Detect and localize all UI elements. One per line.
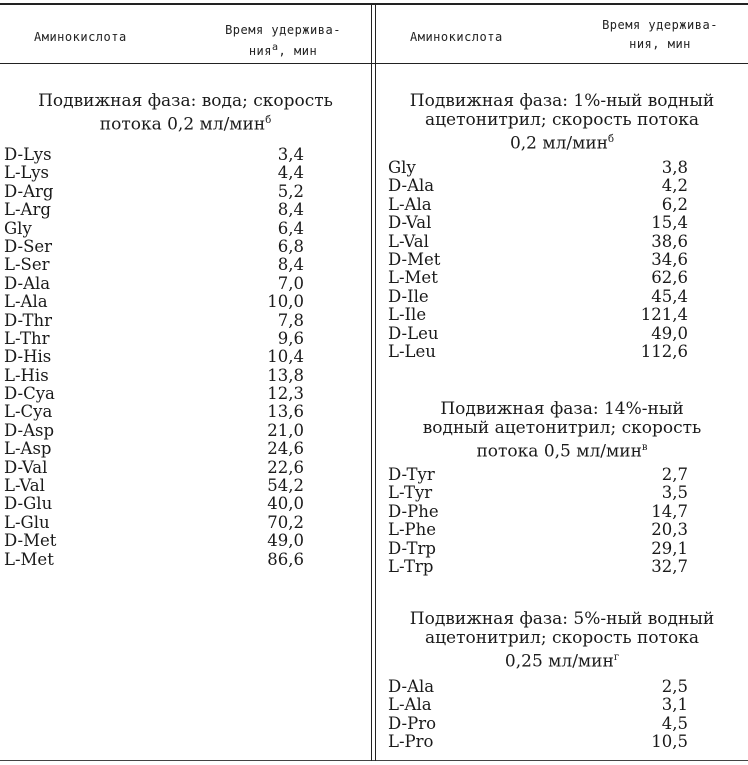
retention-time: 70,2 [267, 512, 304, 532]
amino-acid-name: D-Cya [4, 384, 55, 404]
retention-time: 54,2 [267, 476, 304, 496]
table-row [388, 177, 688, 195]
retention-time: 3,4 [277, 145, 304, 164]
retention-time: 5,2 [277, 181, 304, 201]
left-rows [4, 146, 304, 569]
header-amino-acid-left: Аминокислота [34, 30, 127, 44]
amino-acid-name: L-Ala [388, 194, 432, 214]
right-section-1-title-line2: ацетонитрил; скорость потока [424, 110, 700, 130]
table-row [388, 678, 688, 696]
table-row [4, 495, 304, 513]
retention-time: 38,6 [651, 231, 688, 251]
amino-acid-name: D-Val [4, 457, 48, 477]
amino-acid-name: L-His [4, 365, 49, 385]
amino-acid-name: D-Asp [4, 420, 55, 440]
table-row [388, 269, 688, 287]
retention-time: 6,8 [277, 236, 304, 256]
amino-acid-name: D-Trp [388, 538, 436, 558]
right-section-2-title-line2: водный ацетонитрил; скорость [422, 418, 702, 438]
amino-acid-name: Gly [388, 158, 416, 177]
amino-acid-name: D-Val [388, 213, 432, 233]
amino-acid-name: Gly [4, 218, 32, 238]
table-row [4, 201, 304, 219]
table-row [388, 733, 688, 751]
retention-time: 4,2 [661, 176, 688, 196]
amino-acid-name: D-Arg [4, 181, 54, 201]
amino-acid-name: L-Phe [388, 520, 437, 540]
retention-time: 7,8 [277, 310, 304, 330]
footnote-mark-a: а [272, 42, 279, 53]
amino-acid-name: L-Ala [388, 695, 432, 715]
retention-time: 49,0 [651, 323, 688, 343]
retention-time: 62,6 [651, 268, 688, 288]
table-row [4, 477, 304, 495]
amino-acid-name: D-Ile [388, 286, 429, 306]
right-section-1-title-line1: Подвижная фаза: 1%-ный водный [409, 91, 715, 111]
right-section-1-rows [388, 159, 688, 361]
retention-time: 15,4 [651, 213, 688, 233]
retention-time: 40,0 [267, 494, 304, 514]
amino-acid-name: L-Glu [4, 512, 50, 532]
retention-time: 2,5 [661, 677, 688, 696]
right-section-3-title-line2: ацетонитрил; скорость потока [424, 628, 700, 648]
table-row [4, 459, 304, 477]
table-row [4, 275, 304, 293]
right-section-3-flow: 0,25 мл/мин [504, 651, 614, 672]
table-row [388, 343, 688, 361]
retention-time: 29,1 [651, 538, 688, 558]
retention-time: 10,0 [267, 292, 304, 312]
right-column [376, 0, 748, 765]
retention-time: 2,7 [661, 465, 688, 484]
retention-time: 3,1 [661, 695, 688, 715]
right-section-2-title-line1: Подвижная фаза: 14%-ный [440, 399, 684, 419]
table-row [4, 312, 304, 330]
table-row [4, 385, 304, 403]
amino-acid-name: D-Ser [4, 236, 53, 256]
table-row [4, 514, 304, 532]
retention-time: 112,6 [640, 341, 688, 361]
table-row [388, 325, 688, 343]
amino-acid-name: L-Trp [388, 556, 434, 576]
table-row [388, 484, 688, 502]
retention-time: 8,4 [277, 255, 304, 275]
table-row [388, 214, 688, 232]
amino-acid-name: D-Met [388, 249, 441, 269]
table-row [388, 251, 688, 269]
retention-time: 4,4 [277, 163, 304, 183]
retention-time: 32,7 [651, 556, 688, 576]
amino-acid-name: L-Ala [4, 292, 48, 312]
amino-acid-name: L-Ser [4, 255, 50, 275]
retention-time: 49,0 [267, 531, 304, 551]
amino-acid-name: D-Leu [388, 323, 439, 343]
amino-acid-name: L-Asp [4, 439, 52, 459]
retention-time: 3,8 [661, 158, 688, 177]
retention-time: 7,0 [277, 273, 304, 293]
right-section-3-rows [388, 678, 688, 752]
retention-time: 13,8 [267, 365, 304, 385]
table-row [388, 306, 688, 324]
table-row [4, 440, 304, 458]
header-time-left-unit: , мин [278, 44, 318, 58]
retention-time: 86,6 [267, 549, 304, 569]
table-row [4, 183, 304, 201]
footnote-mark: в [641, 442, 648, 453]
right-section-1-title-line3 [376, 130, 748, 154]
retention-time: 13,6 [267, 402, 304, 422]
amino-acid-name: L-Thr [4, 328, 50, 348]
left-section-flow: потока 0,2 мл/мин [99, 114, 266, 135]
footnote-mark: б [608, 134, 615, 145]
table-row [388, 466, 688, 484]
amino-acid-name: D-Tyr [388, 465, 435, 484]
table-row [388, 288, 688, 306]
header-amino-acid-right: Аминокислота [410, 30, 503, 44]
amino-acid-name: L-Lys [4, 163, 49, 183]
header-time-left-line1: Время удержива- [225, 23, 341, 37]
table-row [4, 551, 304, 569]
amino-acid-name: D-Pro [388, 713, 437, 733]
amino-acid-name: D-Ala [388, 677, 435, 696]
amino-acid-name: D-Ala [388, 176, 435, 196]
right-section-3-title [376, 610, 748, 672]
table-row [4, 220, 304, 238]
table-row [388, 696, 688, 714]
table-row [4, 403, 304, 421]
retention-time: 6,2 [661, 194, 688, 214]
retention-time: 45,4 [651, 286, 688, 306]
retention-time: 6,4 [277, 218, 304, 238]
amino-acid-name: L-Arg [4, 200, 51, 220]
table-row [4, 164, 304, 182]
table-row [4, 422, 304, 440]
table-row [4, 348, 304, 366]
retention-time: 34,6 [651, 249, 688, 269]
amino-acid-name: L-Val [388, 231, 429, 251]
amino-acid-name: L-Leu [388, 341, 436, 361]
amino-acid-name: D-Glu [4, 494, 53, 514]
amino-acid-name: L-Val [4, 476, 45, 496]
amino-acid-name: L-Tyr [388, 483, 433, 503]
amino-acid-name: D-Phe [388, 501, 439, 521]
right-section-2-title-line3 [376, 438, 748, 462]
amino-acid-name: D-Thr [4, 310, 53, 330]
column-divider [371, 3, 372, 761]
amino-acid-name: L-Cya [4, 402, 53, 422]
table-row [388, 503, 688, 521]
amino-acid-name: D-Met [4, 531, 57, 551]
left-section-title-line1: Подвижная фаза: вода; скорость [38, 91, 333, 111]
retention-time: 21,0 [267, 420, 304, 440]
retention-time: 121,4 [640, 305, 688, 325]
retention-time: 24,6 [267, 439, 304, 459]
left-section-title-line2 [0, 111, 371, 135]
retention-time: 14,7 [651, 501, 688, 521]
header-time-right-line1: Время удержива- [602, 18, 718, 32]
table-row [388, 159, 688, 177]
footnote-mark: б [265, 115, 272, 126]
right-section-1-title [376, 92, 748, 154]
table-row [4, 532, 304, 550]
retention-time: 4,5 [661, 713, 688, 733]
table-row [388, 715, 688, 733]
retention-time: 20,3 [651, 520, 688, 540]
retention-time: 10,4 [267, 347, 304, 367]
table-row [388, 521, 688, 539]
amino-acid-name: D-Lys [4, 145, 52, 164]
right-section-2-flow: потока 0,5 мл/мин [476, 441, 642, 462]
right-section-1-flow: 0,2 мл/мин [509, 133, 609, 154]
footnote-mark: г [613, 652, 620, 663]
table-row [4, 146, 304, 164]
amino-acid-name: D-Ala [4, 273, 51, 293]
amino-acid-name: L-Ile [388, 305, 427, 325]
right-section-2-rows [388, 466, 688, 576]
header-time-right-line2: ния, мин [629, 37, 691, 51]
retention-time: 9,6 [277, 328, 304, 348]
table-row [4, 256, 304, 274]
retention-time: 22,6 [267, 457, 304, 477]
retention-time: 12,3 [267, 384, 304, 404]
left-section-title [0, 92, 371, 135]
amino-acid-name: D-His [4, 347, 52, 367]
retention-time: 3,5 [661, 483, 688, 503]
retention-time: 10,5 [651, 732, 688, 752]
header-time-left-word: ния [248, 44, 273, 58]
table-row [388, 196, 688, 214]
right-section-3-title-line1: Подвижная фаза: 5%-ный водный [409, 609, 715, 629]
table-row [4, 293, 304, 311]
table-row [4, 330, 304, 348]
table-row [4, 367, 304, 385]
right-section-3-title-line3 [376, 648, 748, 672]
right-section-2-title [376, 400, 748, 462]
amino-acid-name: L-Met [388, 268, 438, 288]
table-row [388, 233, 688, 251]
table-row [388, 558, 688, 576]
table-row [388, 540, 688, 558]
amino-acid-name: L-Met [4, 549, 54, 569]
retention-time: 8,4 [277, 200, 304, 220]
amino-acid-name: L-Pro [388, 732, 434, 752]
left-column [0, 0, 371, 765]
table-row [4, 238, 304, 256]
